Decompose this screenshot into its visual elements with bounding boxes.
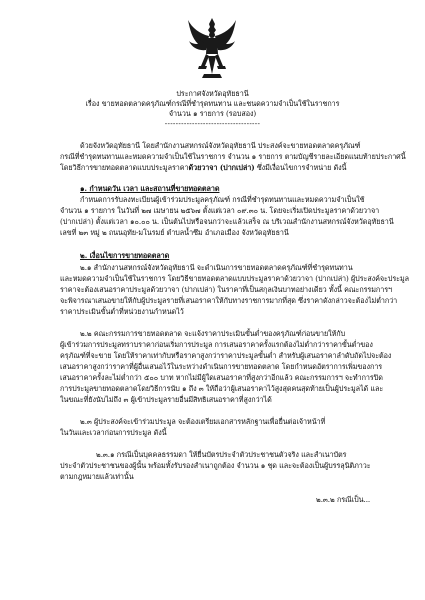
intro-line-3 (60, 164, 346, 171)
section-1-line-4: เลขที่ ๒๓ หมู่ ๒ ถนนอุทัย-มโนรมย์ ตำบลน้ำซึม อำเภอเมือง จังหวัดอุทัยธานี (60, 228, 289, 237)
clause-2-3-1-line-3: ตามกฎหมายแล้วเท่านั้น (60, 472, 134, 481)
intro-line-3c: ซึ่งมีเงื่อนไขการจำหน่าย ดังนี้ (254, 163, 347, 172)
section-1-heading: ๑. กำหนดวัน เวลา และสถานที่ขายทอดตลาด (80, 184, 220, 193)
section-1-line-2: จำนวน ๑ รายการ ในวันที่ ๒๗ เมษายน ๒๕๖๗ ตั้งแต่เวลา ๐๙.๓๐ น. โดยจะเริ่มเปิดประมูลราคาด้วยวาจา (60, 206, 380, 215)
clause-2-2-line-5: เสนอราคาครั้งละไม่ต่ำกว่า ๕๐๐ บาท หากไม่มีผู้ใดเสนอราคาที่สูงกว่าอีกแล้ว คณะกรรมการฯ จะทำการปิด (60, 373, 383, 382)
intro-line-1: ด้วยจังหวัดอุทัยธานี โดยสำนักงานสหกรณ์จังหวัดอุทัยธานี ประสงค์จะขายทอดตลาดครุภัณฑ์ (80, 141, 361, 150)
clause-2-1-line-2: และหมดความจำเป็นใช้ในราชการ โดยวิธีขายทอดตลาดแบบประมูลราคาด้วยวาจา (ปากเปล่า) ผู้ประสงค์จะประมูล (60, 274, 410, 283)
section-2-heading: ๒. เงื่อนไขการขายทอดตลาด (80, 251, 170, 260)
clause-2-2-line-1: ๒.๒ คณะกรรมการขายทอดตลาด จะแจ้งราคาประเมินขั้นต่ำของครุภัณฑ์ก่อนขายให้กับ (80, 329, 346, 338)
clause-2-3-1-line-2: ประจำตัวประชาชนของผู้นั้น พร้อมทั้งรับรองสำเนาถูกต้อง จำนวน ๑ ชุด และจะต้องเป็นผู้บรรลุนิติภาวะ (60, 461, 371, 470)
header-divider: ----------------------------------- (164, 119, 261, 128)
clause-2-1-line-4: จะพิจารณาเสนอขายให้กับผู้ประมูลรายที่เสนอราคาให้กับทางราชการมากที่สุด ซึ่งราคาดังกล่าวจะต้องไม่ต่ำกว่า (60, 296, 398, 305)
clause-2-2-line-2: ผู้เข้าร่วมการประมูลทราบราคาก่อนเริ่มการประมูล การเสนอราคาครั้งแรกต้องไม่ต่ำกว่าราคาขั้นต่ำของ (60, 340, 373, 349)
clause-2-2-line-6: การประมูลขายทอดตลาดโดยวิธีการนับ ๑ ถึง ๓ ให้ถือว่าผู้เสนอราคาไว้สูงสุดคนสุดท้ายเป็นผู้ประมูลได้ และ (60, 384, 384, 393)
intro-line-2: กรณีที่ชำรุดทนทานและหมดความจำเป็นใช้ในราชการ จำนวน ๑ รายการ ตามบัญชีรายละเอียดแนบท้ายประกาศนี้ (60, 152, 406, 161)
clause-2-3-1-line-1: ๒.๓.๑ กรณีเป็นบุคคลธรรมดา ให้ยื่นบัตรประจำตัวประชาชนตัวจริง และสำเนาบัตร (96, 450, 347, 459)
clause-2-1-line-5: ราคาประเมินขั้นต่ำที่หน่วยงานกำหนดไว้ (60, 307, 184, 316)
clause-2-1-line-3: ราคาจะต้องเสนอราคาประมูลด้วยวาจา (ปากเปล่า) ในราคาที่เป็นสกุลเงินบาทอย่างเดียว ทั้งนี้ คณะกรรมการฯ (60, 285, 393, 294)
clause-2-3-line-2: ในวันและเวลาก่อนการประมูล ดังนี้ (60, 428, 167, 437)
section-1-line-3: (ปากเปล่า) ตั้งแต่เวลา ๑๐.๐๐ น. เป็นต้นไปหรือจนกว่าจะแล้วเสร็จ ณ บริเวณสำนักงานสหกรณ์จังหวัดอุทัยธานี (60, 217, 394, 226)
continuation-marker: ๒.๓.๒ กรณีเป็น... (316, 495, 371, 504)
quantity-line: จำนวน ๑ รายการ (รอบสอง) (168, 109, 257, 118)
intro-line-3a: โดยวิธีการขายทอดตลาดแบบประมูลราคา (60, 163, 189, 172)
intro-line-3-bold: ด้วยวาจา (ปากเปล่า) (188, 163, 255, 172)
clause-2-2-line-3: ครุภัณฑ์ที่จะขาย โดยให้ราคาเท่ากับหรือราคาสูงกว่าราคาประมูลขั้นต่ำ สำหรับผู้เสนอราคาลำดับถัดไปจะต้อง (60, 351, 392, 360)
clause-2-1-line-1: ๒.๑ สำนักงานสหกรณ์จังหวัดอุทัยธานี จะดำเนินการขายทอดตลาดครุภัณฑ์ที่ชำรุดทนทาน (80, 263, 353, 272)
clause-2-2-line-4: เสนอราคาสูงกว่าราคาที่ผู้อื่นเสนอไว้ในระหว่างดำเนินการขายทอดตลาด โดยกำหนดอัตราการเพิ่มของการ (60, 362, 383, 371)
subject-line: เรื่อง ขายทอดตลาดครุภัณฑ์กรณีที่ชำรุดทนทาน และชนดความจำเป็นใช้ในราชการ (85, 99, 340, 108)
section-1-line-1: กำหนดการรับลงทะเบียนผู้เข้าร่วมประมูลครุภัณฑ์ กรณีที่ชำรุดทนทานและหมดความจำเป็นใช้ (80, 195, 365, 204)
clause-2-3-line-1: ๒.๓ ผู้ประสงค์จะเข้าร่วมประมูล จะต้องเตรียมเอกสารหลักฐานเพื่อยื่นต่อเจ้าหน้าที่ (80, 417, 326, 426)
issuer-title: ประกาศจังหวัดอุทัยธานี (176, 89, 249, 98)
clause-2-2-line-7: ในขณะที่ยังนับไม่ถึง ๓ ผู้เข้าประมูลรายอื่นมีสิทธิเสนอราคาที่สูงกว่าได้ (60, 395, 272, 404)
garuda-emblem-icon (186, 16, 238, 82)
